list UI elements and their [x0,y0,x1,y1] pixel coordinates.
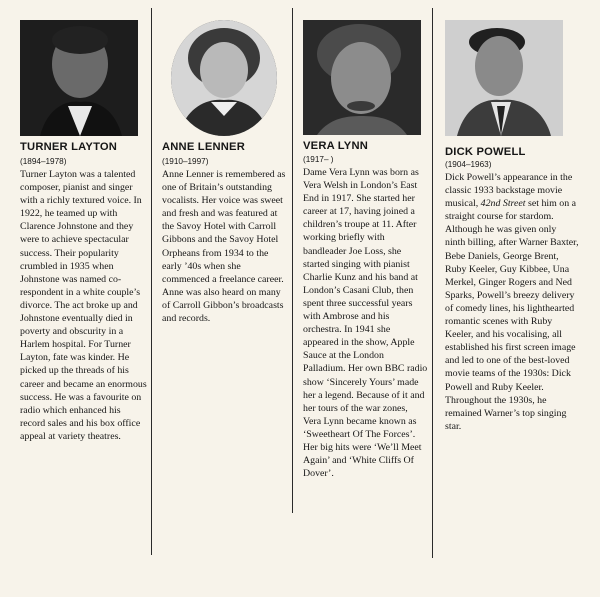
person-name: TURNER LAYTON [20,141,118,153]
column-divider [292,8,293,513]
bio-text: Dick Powell’s appearance in the classic 1933 backstage movie musical, [445,172,573,210]
person-dates: (1904–1963) [445,160,492,169]
person-dates: (1910–1997) [162,157,209,166]
person-bio: Anne Lenner is remembered as one of Britain’s outstanding vocalists. Her voice was sweet and fresh and was featured at the Savoy Hotel with Carroll Gibbons and the Savoy Hotel Orpheans from 1934 to the early ’40s when she commenced a freelance career. Anne was also heard on many of Carroll Gibbon’s broadcasts and records. [162,169,286,325]
column-divider [151,8,152,555]
vera-lynn-photo [303,20,421,135]
person-bio [445,171,579,433]
column-divider [432,8,433,558]
dick-powell-photo [445,20,563,136]
person-bio: Dame Vera Lynn was born as Vera Welsh in London’s East End in 1917. She started her career at 17, having joined a children’s troupe at 11. After working briefly with bandleader Joe Loss, she started singing with pianist Charlie Kunz and his band at London’s Casani Club, then spent three successful years with Ambrose and his orchestra. In 1941 she appeared in the show, Apple Sauce at the London Palladium. Her own BBC radio show ‘Sincerely Yours’ made her a legend. Because of it and her tours of the war zones, Vera Lynn became known as ‘Sweetheart Of The Forces’. Her big hits were ‘We’ll Meet Again’ and ‘White Cliffs Of Dover’. [303,167,428,480]
anne-lenner-photo [171,20,277,136]
person-name: VERA LYNN [303,140,369,152]
person-name: ANNE LENNER [162,141,246,153]
person-name: DICK POWELL [445,146,526,158]
turner-layton-photo [20,20,138,136]
film-title: 42nd Street [480,198,526,210]
person-dates: (1894–1978) [20,157,67,166]
person-dates: (1917– ) [303,155,334,164]
bio-text: set him on a straight course for stardom. Although he was given only ninth billing, after Warner Baxter, Bebe Daniels, George Brent, Ruby Keeler, Guy Kibbee, Una Merkel, Ginger Rogers and Ned Sparks, Powell’s breezy delivery of comedy lines, his lighthearted romantic scenes with Ruby Keeler, and his vocalising, all established his first screen image and led to one of the best-loved movie teams of the 1930s: Dick Powell and Ruby Keeler. Throughout the 1930s, he remained Warner’s top singing star. [445,198,579,432]
person-bio: Turner Layton was a talented composer, pianist and singer with a richly textured voice. In 1922, he teamed up with Clarence Johnstone and they were to achieve spectacular success. Their popularity crumbled in 1935 when Johnstone was named co-respondent in a white couple’s divorce. The act broke up and Johnstone eventually died in poverty and obscurity in a Harlem hospital. For Turner Layton, fate was kinder. He picked up the threads of his career and became an enormous success. He was a favourite on radio which enhanced his record sales and his box office appeal at variety theatres. [20,169,147,442]
